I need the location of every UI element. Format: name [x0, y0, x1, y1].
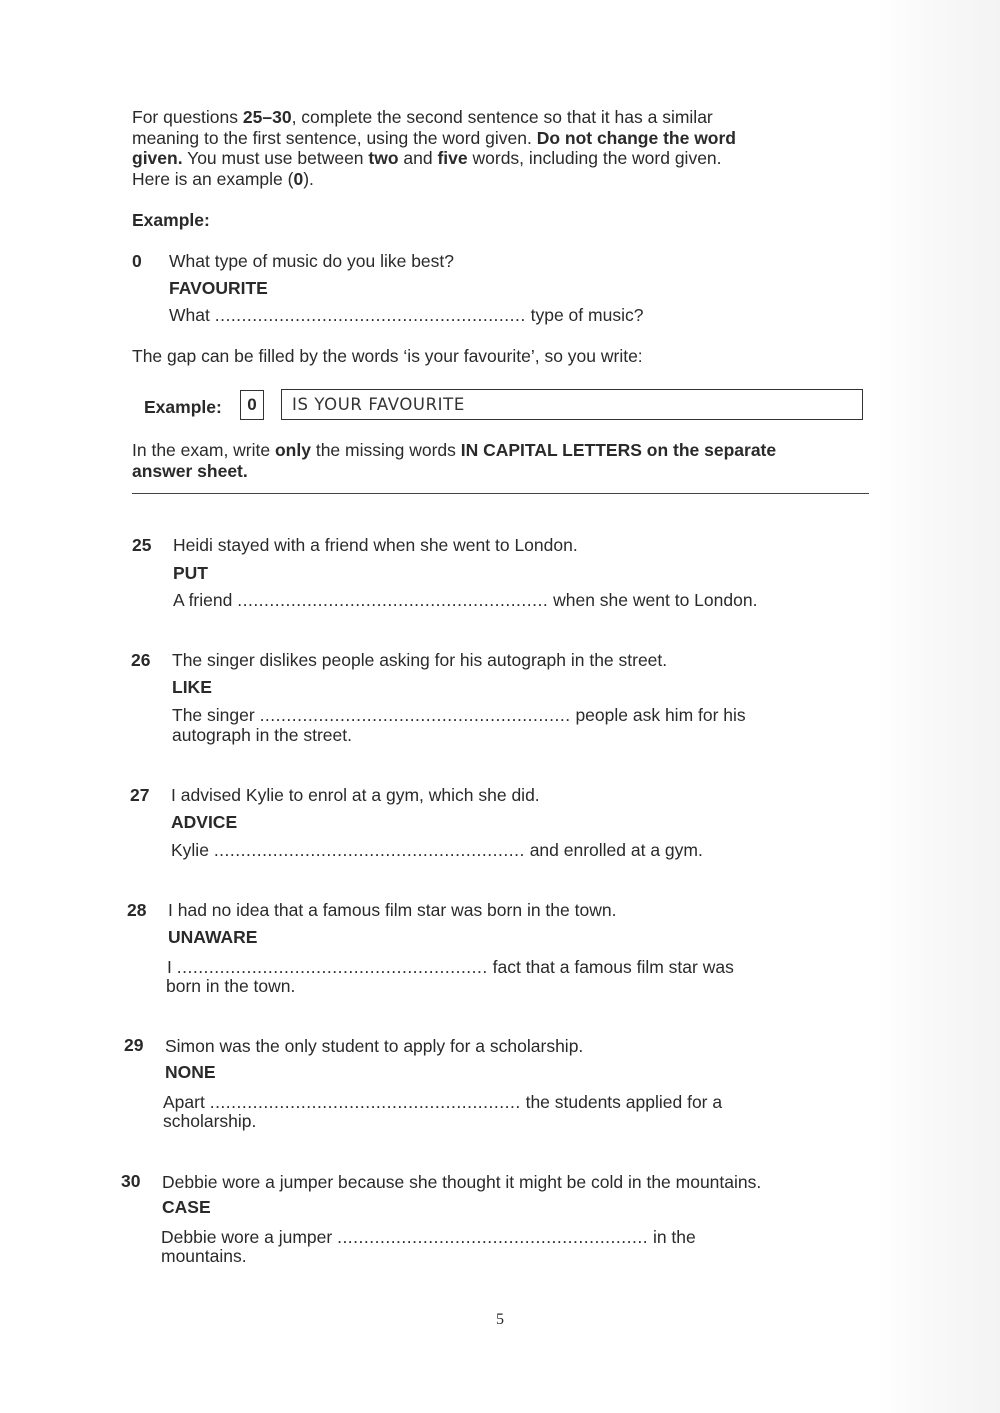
- answer-line: [161, 1227, 696, 1248]
- question-sentence: I advised Kylie to enrol at a gym, which she did.: [171, 785, 540, 805]
- gap-note: The gap can be filled by the words ‘is your favourite’, so you write:: [132, 346, 643, 366]
- question-number: 28: [127, 900, 147, 920]
- answer-continuation: autograph in the street.: [172, 725, 352, 745]
- answer-dots: ..........................................................: [214, 305, 526, 325]
- answer-continuation: mountains.: [161, 1246, 247, 1266]
- question-sentence: Simon was the only student to apply for a scholarship.: [165, 1036, 584, 1056]
- answer-end: type of music?: [530, 305, 644, 325]
- exam-note-line-1: In the exam, write only the missing words IN CAPITAL LETTERS on the separate: [132, 440, 777, 460]
- question-number: 26: [131, 650, 151, 670]
- answer-line: [163, 1092, 722, 1113]
- question-sentence: Debbie wore a jumper because she thought it might be cold in the mountains.: [162, 1172, 762, 1192]
- answer-start: A friend: [173, 590, 233, 610]
- answer-end: when she went to London.: [553, 590, 758, 610]
- divider: [132, 493, 869, 494]
- answer-start: What: [169, 305, 210, 325]
- answer-line: [173, 590, 757, 611]
- answer-start: Debbie wore a jumper: [161, 1227, 333, 1247]
- answer-line: [172, 705, 746, 726]
- page-number: 5: [496, 1311, 504, 1328]
- example-number: 0: [132, 251, 142, 271]
- example-answer-line: [169, 305, 643, 326]
- answer-start: Apart: [163, 1092, 205, 1112]
- instructions: [132, 107, 852, 189]
- answer-dots[interactable]: ..........................................................: [237, 590, 549, 610]
- question-number: 27: [130, 785, 150, 805]
- example-heading: Example:: [132, 210, 210, 230]
- answer-line: [167, 957, 734, 978]
- example-box-label: Example:: [144, 397, 222, 417]
- question-sentence: I had no idea that a famous film star was born in the town.: [168, 900, 617, 920]
- answer-start: The singer: [172, 705, 255, 725]
- question-keyword: UNAWARE: [168, 927, 258, 947]
- instructions-line-2: meaning to the first sentence, using the word given. Do not change the word: [132, 127, 736, 148]
- question-keyword: NONE: [165, 1062, 216, 1082]
- question-keyword: ADVICE: [171, 812, 238, 832]
- answer-end: and enrolled at a gym.: [529, 840, 703, 860]
- answer-end: fact that a famous film star was: [492, 957, 734, 977]
- exam-note-line-2: answer sheet.: [132, 461, 248, 481]
- question-sentence: Heidi stayed with a friend when she went to London.: [173, 535, 578, 555]
- answer-dots[interactable]: ..........................................................: [209, 1092, 521, 1112]
- answer-end: the students applied for a: [525, 1092, 723, 1112]
- answer-dots[interactable]: ..........................................................: [176, 957, 488, 977]
- instructions-line-1: For questions 25–30, complete the second sentence so that it has a similar: [132, 107, 713, 127]
- question-keyword: CASE: [162, 1197, 211, 1217]
- instructions-line-3: given. You must use between two and five words, including the word given.: [132, 148, 722, 168]
- example-keyword: FAVOURITE: [169, 278, 268, 298]
- answer-continuation: born in the town.: [166, 976, 296, 996]
- example-sentence: What type of music do you like best?: [169, 251, 454, 271]
- answer-start: I: [167, 957, 172, 977]
- answer-end: people ask him for his: [575, 705, 746, 725]
- question-keyword: PUT: [173, 563, 208, 583]
- question-sentence: The singer dislikes people asking for his autograph in the street.: [172, 650, 668, 670]
- answer-dots[interactable]: ..........................................................: [259, 705, 571, 725]
- answer-dots[interactable]: ..........................................................: [337, 1227, 649, 1247]
- answer-dots[interactable]: ..........................................................: [213, 840, 525, 860]
- question-number: 29: [124, 1035, 144, 1055]
- question-number: 30: [121, 1171, 141, 1191]
- question-number: 25: [132, 535, 152, 555]
- example-answer-box: IS YOUR FAVOURITE: [281, 389, 863, 420]
- answer-end: in the: [652, 1227, 696, 1247]
- example-number-box: 0: [240, 390, 264, 420]
- answer-line: [171, 840, 703, 861]
- answer-continuation: scholarship.: [163, 1111, 257, 1131]
- instructions-line-4: Here is an example (0).: [132, 168, 314, 189]
- question-keyword: LIKE: [172, 677, 212, 697]
- answer-start: Kylie: [171, 840, 209, 860]
